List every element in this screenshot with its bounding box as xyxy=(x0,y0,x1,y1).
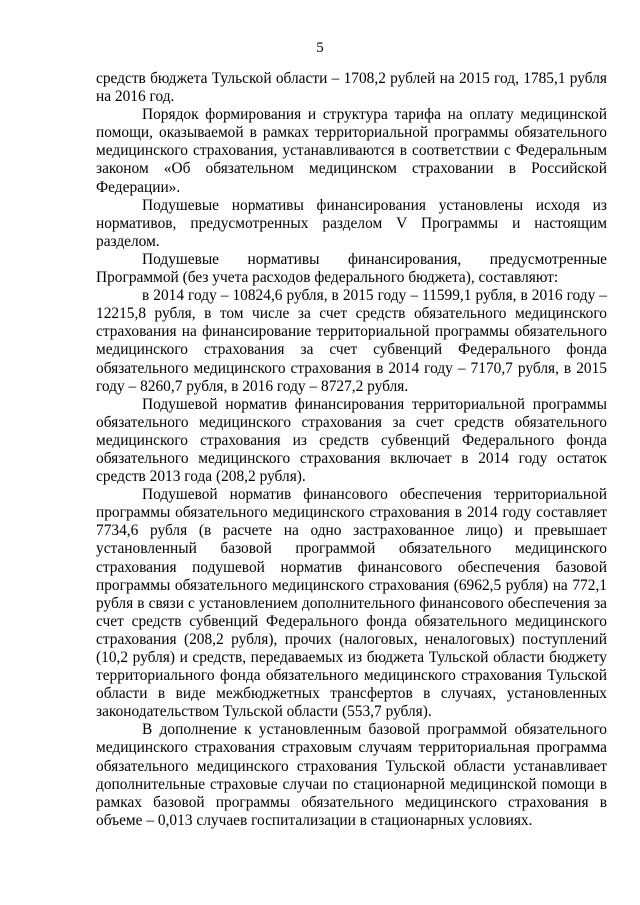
paragraph-continuation: средств бюджета Тульской области – 1708,2 рублей на 2015 год, 1785,1 рубля на 2016 год. xyxy=(96,70,607,106)
paragraph-normatives-basis: Подушевые нормативы финансирования установлены исходя из нормативов, предусмотренных разделом V Программы и настоящим разделом. xyxy=(96,196,607,250)
paragraph-tariff-order: Порядок формирования и структура тарифа на оплату медицинской помощи, оказываемой в рамках территориальной программы обязательного медицинского страхования, устанавливаются в соответствии с Федеральным законом «Об обязательном медицинском страховании в Российской Федерации». xyxy=(96,106,607,196)
paragraph-additional-cases: В дополнение к установленным базовой программой обязательного медицинского страхования страховым случаям территориальная программа обязательного медицинского страхования Тульской области устанавливает дополнительные страховые случаи по стационарной медицинской помощи в рамках базовой программы обязательного медицинского страхования в объеме – 0,013 случаев госпитализации в стационарных условиях. xyxy=(96,721,607,829)
page-number: 5 xyxy=(316,40,324,56)
document-body xyxy=(96,70,607,830)
paragraph-financial-normative: Подушевой норматив финансового обеспечения территориальной программы обязательного медицинского страхования в 2014 году составляет 7734,6 рубля (в расчете на одно застрахованное лицо) и превышает установленный базовой программой обязательного медицинского страхования подушевой норматив финансового обеспечения базовой программы обязательного медицинского страхования (6962,5 рубля) на 772,1 рубля в связи с установлением дополнительного финансового обеспечения за счет средств субвенций Федерального фонда обязательного медицинского страхования (208,2 рубля), прочих (налоговых, неналоговых) поступлений (10,2 рубля) и средств, передаваемых из бюджета Тульской области бюджету территориального фонда обязательного медицинского страхования Тульской области в виде межбюджетных трансфертов в случаях, установленных законодательством Тульской области (553,7 рубля). xyxy=(96,486,607,721)
paragraph-normatives-values: в 2014 году – 10824,6 рубля, в 2015 году – 11599,1 рубля, в 2016 году – 12215,8 рубля, в том числе за счет средств обязательного медицинского страхования на финансирование территориальной программы обязательного медицинского страхования за счет субвенций Федерального фонда обязательного медицинского страхования в 2014 году – 7170,7 рубля, в 2015 году – 8260,7 рубля, в 2016 году – 8727,2 рубля. xyxy=(96,287,607,395)
paragraph-normatives-intro: Подушевые нормативы финансирования, предусмотренные Программой (без учета расходов федерального бюджета), составляют: xyxy=(96,250,607,287)
paragraph-oms-normative: Подушевой норматив финансирования территориальной программы обязательного медицинского страхования за счет средств обязательного медицинского страхования из средств субвенций Федерального фонда обязательного медицинского страхования включает в 2014 году остаток средств 2013 года (208,2 рубля). xyxy=(96,395,607,486)
